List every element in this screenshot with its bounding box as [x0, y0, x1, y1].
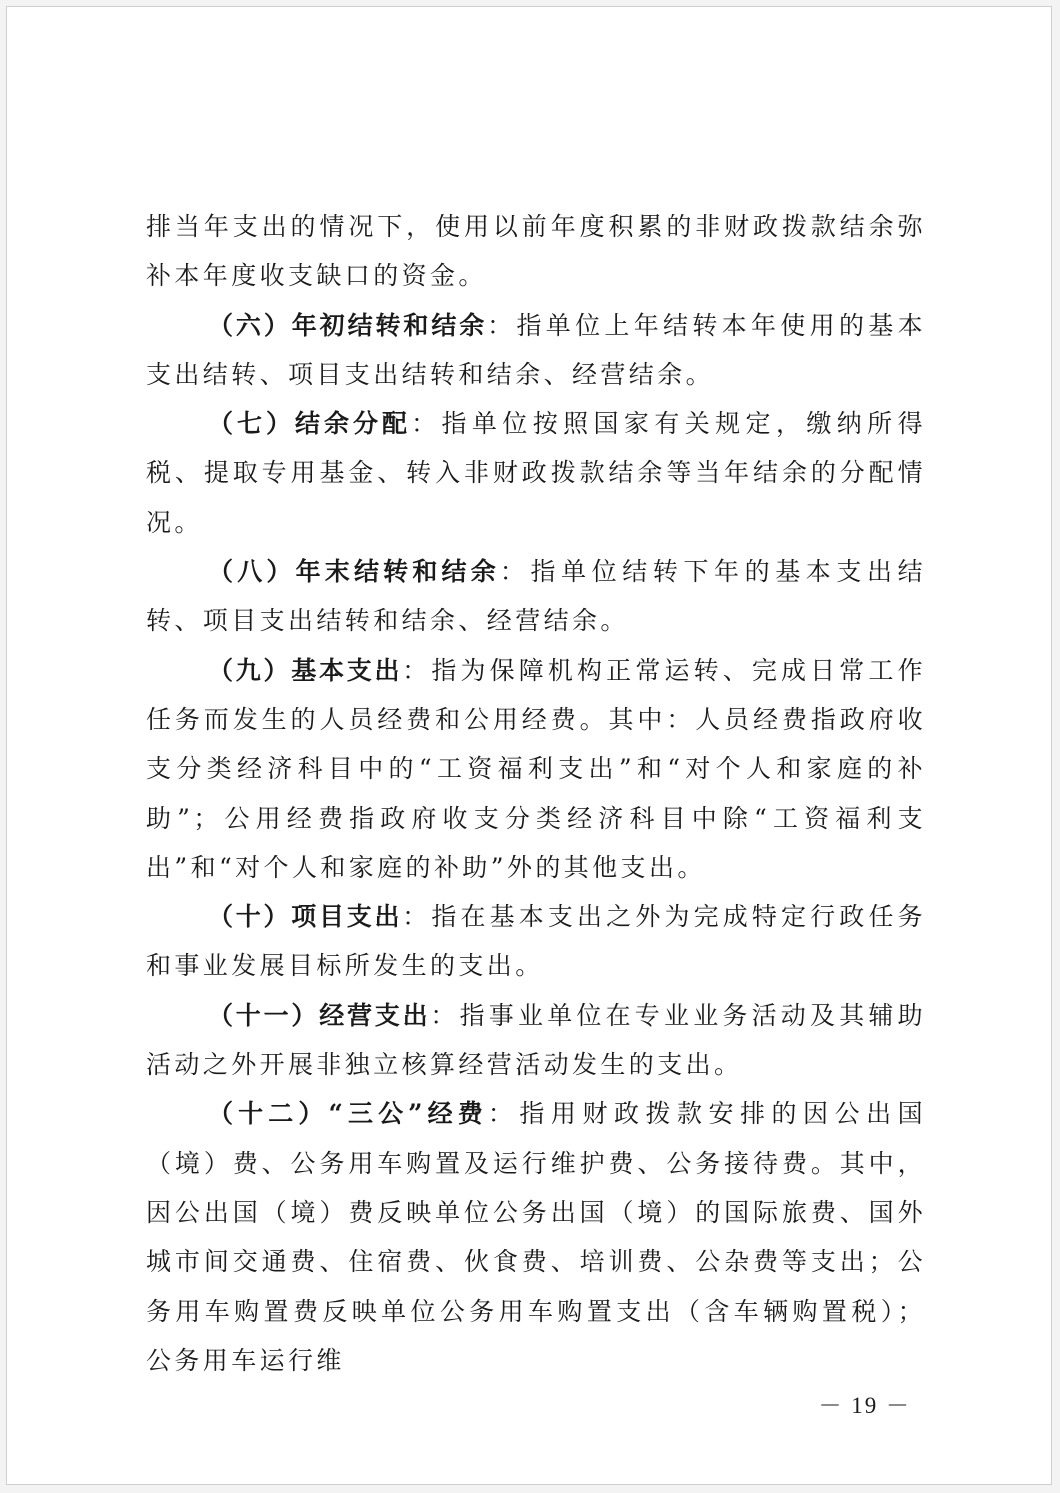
paragraph-12-three-public-expenses — [146, 1089, 926, 1385]
paragraph-7-surplus-distribution — [146, 399, 926, 547]
term-heading: （八）年末结转和结余 — [208, 557, 500, 587]
term-heading: （九）基本支出 — [208, 655, 403, 685]
paragraph-11-operating-expenditure — [146, 991, 926, 1090]
paragraph-text: ：指用财政拨款安排的因公出国（境）费、公务用车购置及运行维护费、公务接待费。其中，因公出国（境）费反映单位公务出国（境）的国际旅费、国外城市间交通费、住宿费、伙食费、培训费、公杂费等支出；公务用车购置费反映单位公务用车购置支出（含车辆购置税）；公务用车运行维 — [146, 1099, 926, 1375]
paragraph-6-opening-carryover — [146, 301, 926, 400]
term-heading: （六）年初结转和结余 — [208, 310, 488, 340]
paragraph-text: 排当年支出的情况下，使用以前年度积累的非财政拨款结余弥补本年度收支缺口的资金。 — [146, 212, 926, 291]
term-heading: （十）项目支出 — [208, 902, 403, 932]
paragraph-text: ：指单位上年结转本年使用的基本支出结转、项目支出结转和结余、经营结余。 — [146, 310, 926, 389]
paragraph-9-basic-expenditure — [146, 646, 926, 892]
body-text — [146, 202, 926, 1385]
paragraph-text: ：指单位结转下年的基本支出结转、项目支出结转和结余、经营结余。 — [146, 557, 926, 636]
paragraph-text: ：指事业单位在专业业务活动及其辅助活动之外开展非独立核算经营活动发生的支出。 — [146, 1000, 926, 1080]
term-heading: （十一）经营支出 — [208, 1000, 431, 1030]
paragraph-text: ：指单位按照国家有关规定，缴纳所得税、提取专用基金、转入非财政拨款结余等当年结余的分配情况。 — [146, 409, 926, 537]
paragraph-10-project-expenditure — [146, 892, 926, 991]
paragraph-text: ：指为保障机构正常运转、完成日常工作任务而发生的人员经费和公用经费。其中：人员经费指政府收支分类经济科目中的“工资福利支出”和“对个人和家庭的补助”；公用经费指政府收支分类经济科目中除“工资福利支出”和“对个人和家庭的补助”外的其他支出。 — [146, 655, 926, 882]
page-number: － 19 － — [818, 1393, 911, 1418]
term-heading: （七）结余分配 — [208, 409, 412, 439]
paragraph-text: ：指在基本支出之外为完成特定行政任务和事业发展目标所发生的支出。 — [146, 902, 926, 981]
term-heading: （十二）“三公”经费 — [208, 1099, 488, 1129]
paragraph-8-closing-carryover — [146, 547, 926, 646]
document-page — [6, 6, 1052, 1485]
paragraph-0 — [146, 202, 926, 301]
